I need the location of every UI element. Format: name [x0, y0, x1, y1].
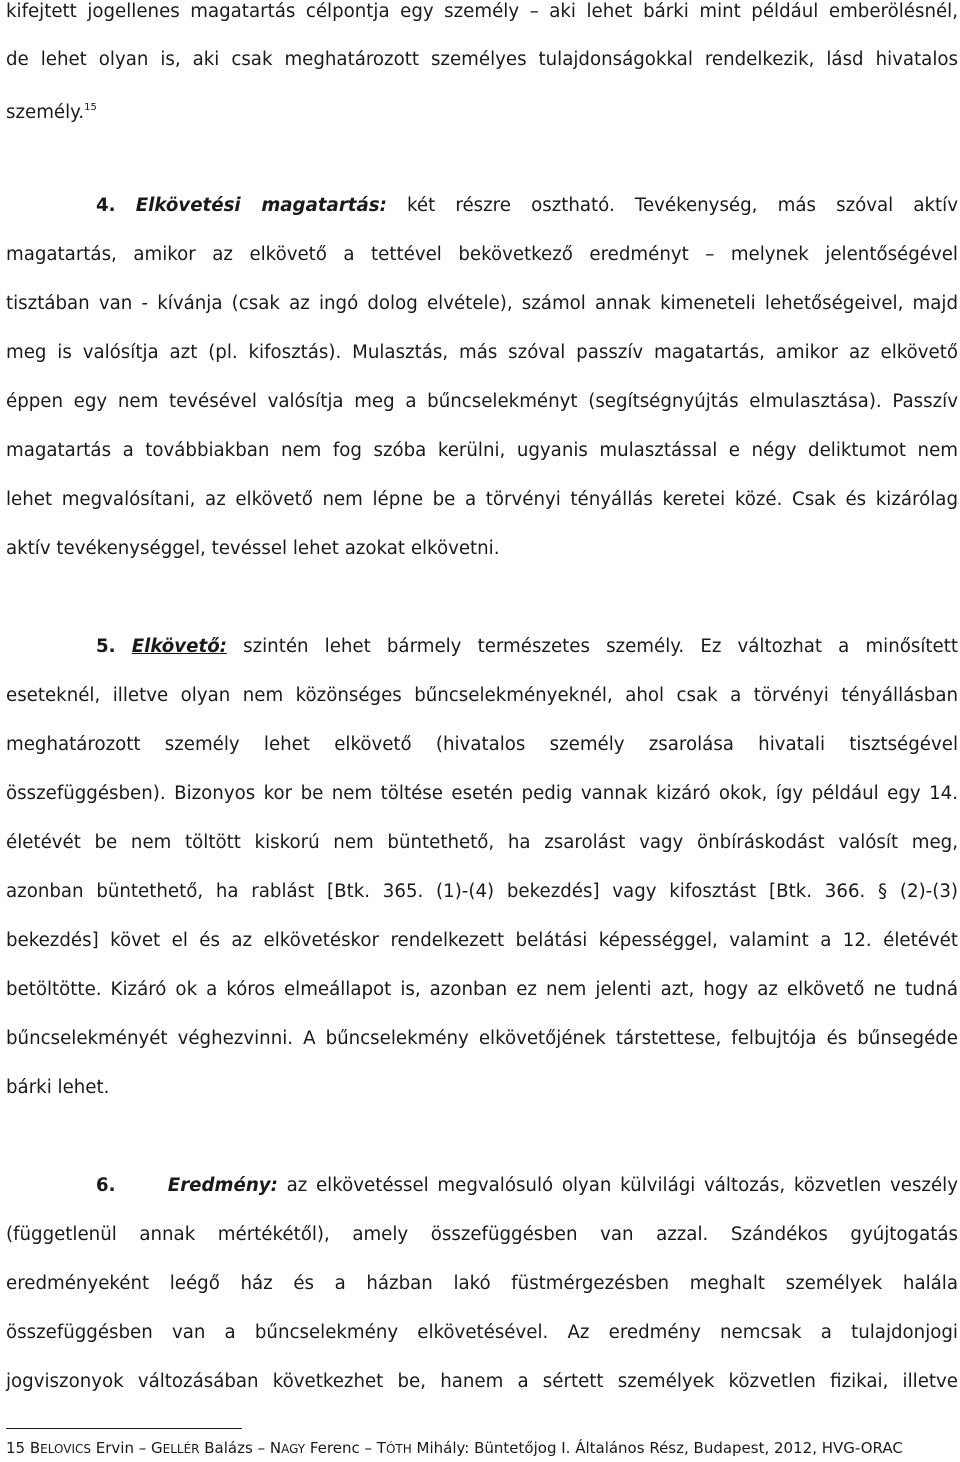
section-6-heading-line: 6. Eredmény: az elkövetéssel megvalósuló olyan külvilági változás, közvetlen veszély	[96, 1175, 958, 1196]
text-line: összefüggésben). Bizonyos kor be nem töltése esetén pedig vannak kizáró okok, így például egy 14.	[6, 783, 958, 804]
text-line: eredményeként leégő ház és a házban lakó füstmérgezésben meghalt személyek halála	[6, 1273, 958, 1294]
text-line: kifejtett jogellenes magatartás célpontja egy személy – aki lehet bárki mint például emberölésnél,	[6, 1, 958, 22]
footnote: 15 BELOVICS Ervin – GELLÉR Balázs – NAGY Ferenc – TÓTH Mihály: Büntetőjog I. Általános Rész, Budapest, 2012, HVG-ORAC	[6, 1439, 903, 1457]
text-line: meghatározott személy lehet elkövető (hivatalos személy zsarolása hivatali tisztségével	[6, 734, 958, 755]
text-line: aktív tevékenységgel, tevéssel lehet azokat elkövetni.	[6, 538, 500, 559]
text-line: magatartás, amikor az elkövető a tettével bekövetkező eredményt – melynek jelentőségével	[6, 244, 958, 265]
section-4-heading-line: 4. Elkövetési magatartás: két részre osztható. Tevékenység, más szóval aktív	[96, 195, 958, 216]
text-line: személy.$^{15}$	[6, 102, 97, 123]
text-line: lehet megvalósítani, az elkövető nem lépne be a törvényi tényállás keretei közé. Csak és kizárólag	[6, 489, 958, 510]
text-line: magatartás a továbbiakban nem fog szóba kerülni, ugyanis mulasztással e négy deliktumot nem	[6, 440, 958, 461]
footnote-number: 15	[6, 1439, 26, 1457]
text-line: bárki lehet.	[6, 1077, 110, 1098]
section-5-heading-line: 5. Elkövető: szintén lehet bármely természetes személy. Ez változhat a minősített	[96, 636, 958, 657]
text-line: (függetlenül annak mértékétől), amely összefüggésben van azzal. Szándékos gyújtogatás	[6, 1224, 958, 1245]
text-line: bekezdés] követ el és az elkövetéskor rendelkezett belátási képességgel, valamint a 12. életévét	[6, 930, 958, 951]
text-line: de lehet olyan is, aki csak meghatározott személyes tulajdonságokkal rendelkezik, lásd hivatalos	[6, 49, 958, 70]
text-line: jogviszonyok változásában következhet be, hanem a sértett személyek közvetlen fizikai, illetve	[6, 1371, 958, 1392]
text-line: eseteknél, illetve olyan nem közönséges bűncselekményeknél, ahol csak a törvényi tényállásban	[6, 685, 958, 706]
section-term: Elkövetési magatartás:	[135, 195, 387, 216]
text-line: életévét be nem töltött kiskorú nem büntethető, ha zsarolást vagy önbíráskodást valósít meg,	[6, 832, 958, 853]
section-number: 5.	[96, 636, 116, 657]
footnote-title: Büntetőjog I. Általános Rész, Budapest, 2012, HVG-ORAC	[474, 1439, 903, 1457]
text-line: betöltötte. Kizáró ok a kóros elmeállapot is, azonban ez nem jelenti azt, hogy az elkövető ne tudná	[6, 979, 958, 1000]
footnote-divider	[6, 1428, 242, 1429]
text-line: tisztában van - kívánja (csak az ingó dolog elvétele), számol annak kimeneteli lehetőségeivel, majd	[6, 293, 958, 314]
text-line: bűncselekményét véghezvinni. A bűncselekmény elkövetőjének társtettese, felbujtója és bűnsegéde	[6, 1028, 958, 1049]
text-line: összefüggésben van a bűncselekmény elkövetésével. Az eredmény nemcsak a tulajdonjogi	[6, 1322, 958, 1343]
text-line: éppen egy nem tevésével valósítja meg a bűncselekményt (segítségnyújtás elmulasztása). Passzív	[6, 391, 958, 412]
section-term: Eredmény:	[167, 1175, 278, 1196]
footnote-reference[interactable]: 15	[84, 102, 97, 113]
section-number: 4.	[96, 195, 116, 216]
section-term: Elkövető:	[131, 636, 227, 657]
section-number: 6.	[96, 1175, 116, 1196]
text-line: azonban büntethető, ha rablást [Btk. 365. (1)-(4) bekezdés] vagy kifosztást [Btk. 366. § (2)-(3)	[6, 881, 958, 902]
text-line: meg is valósítja azt (pl. kifosztás). Mulasztás, más szóval passzív magatartás, amikor az elkövető	[6, 342, 958, 363]
